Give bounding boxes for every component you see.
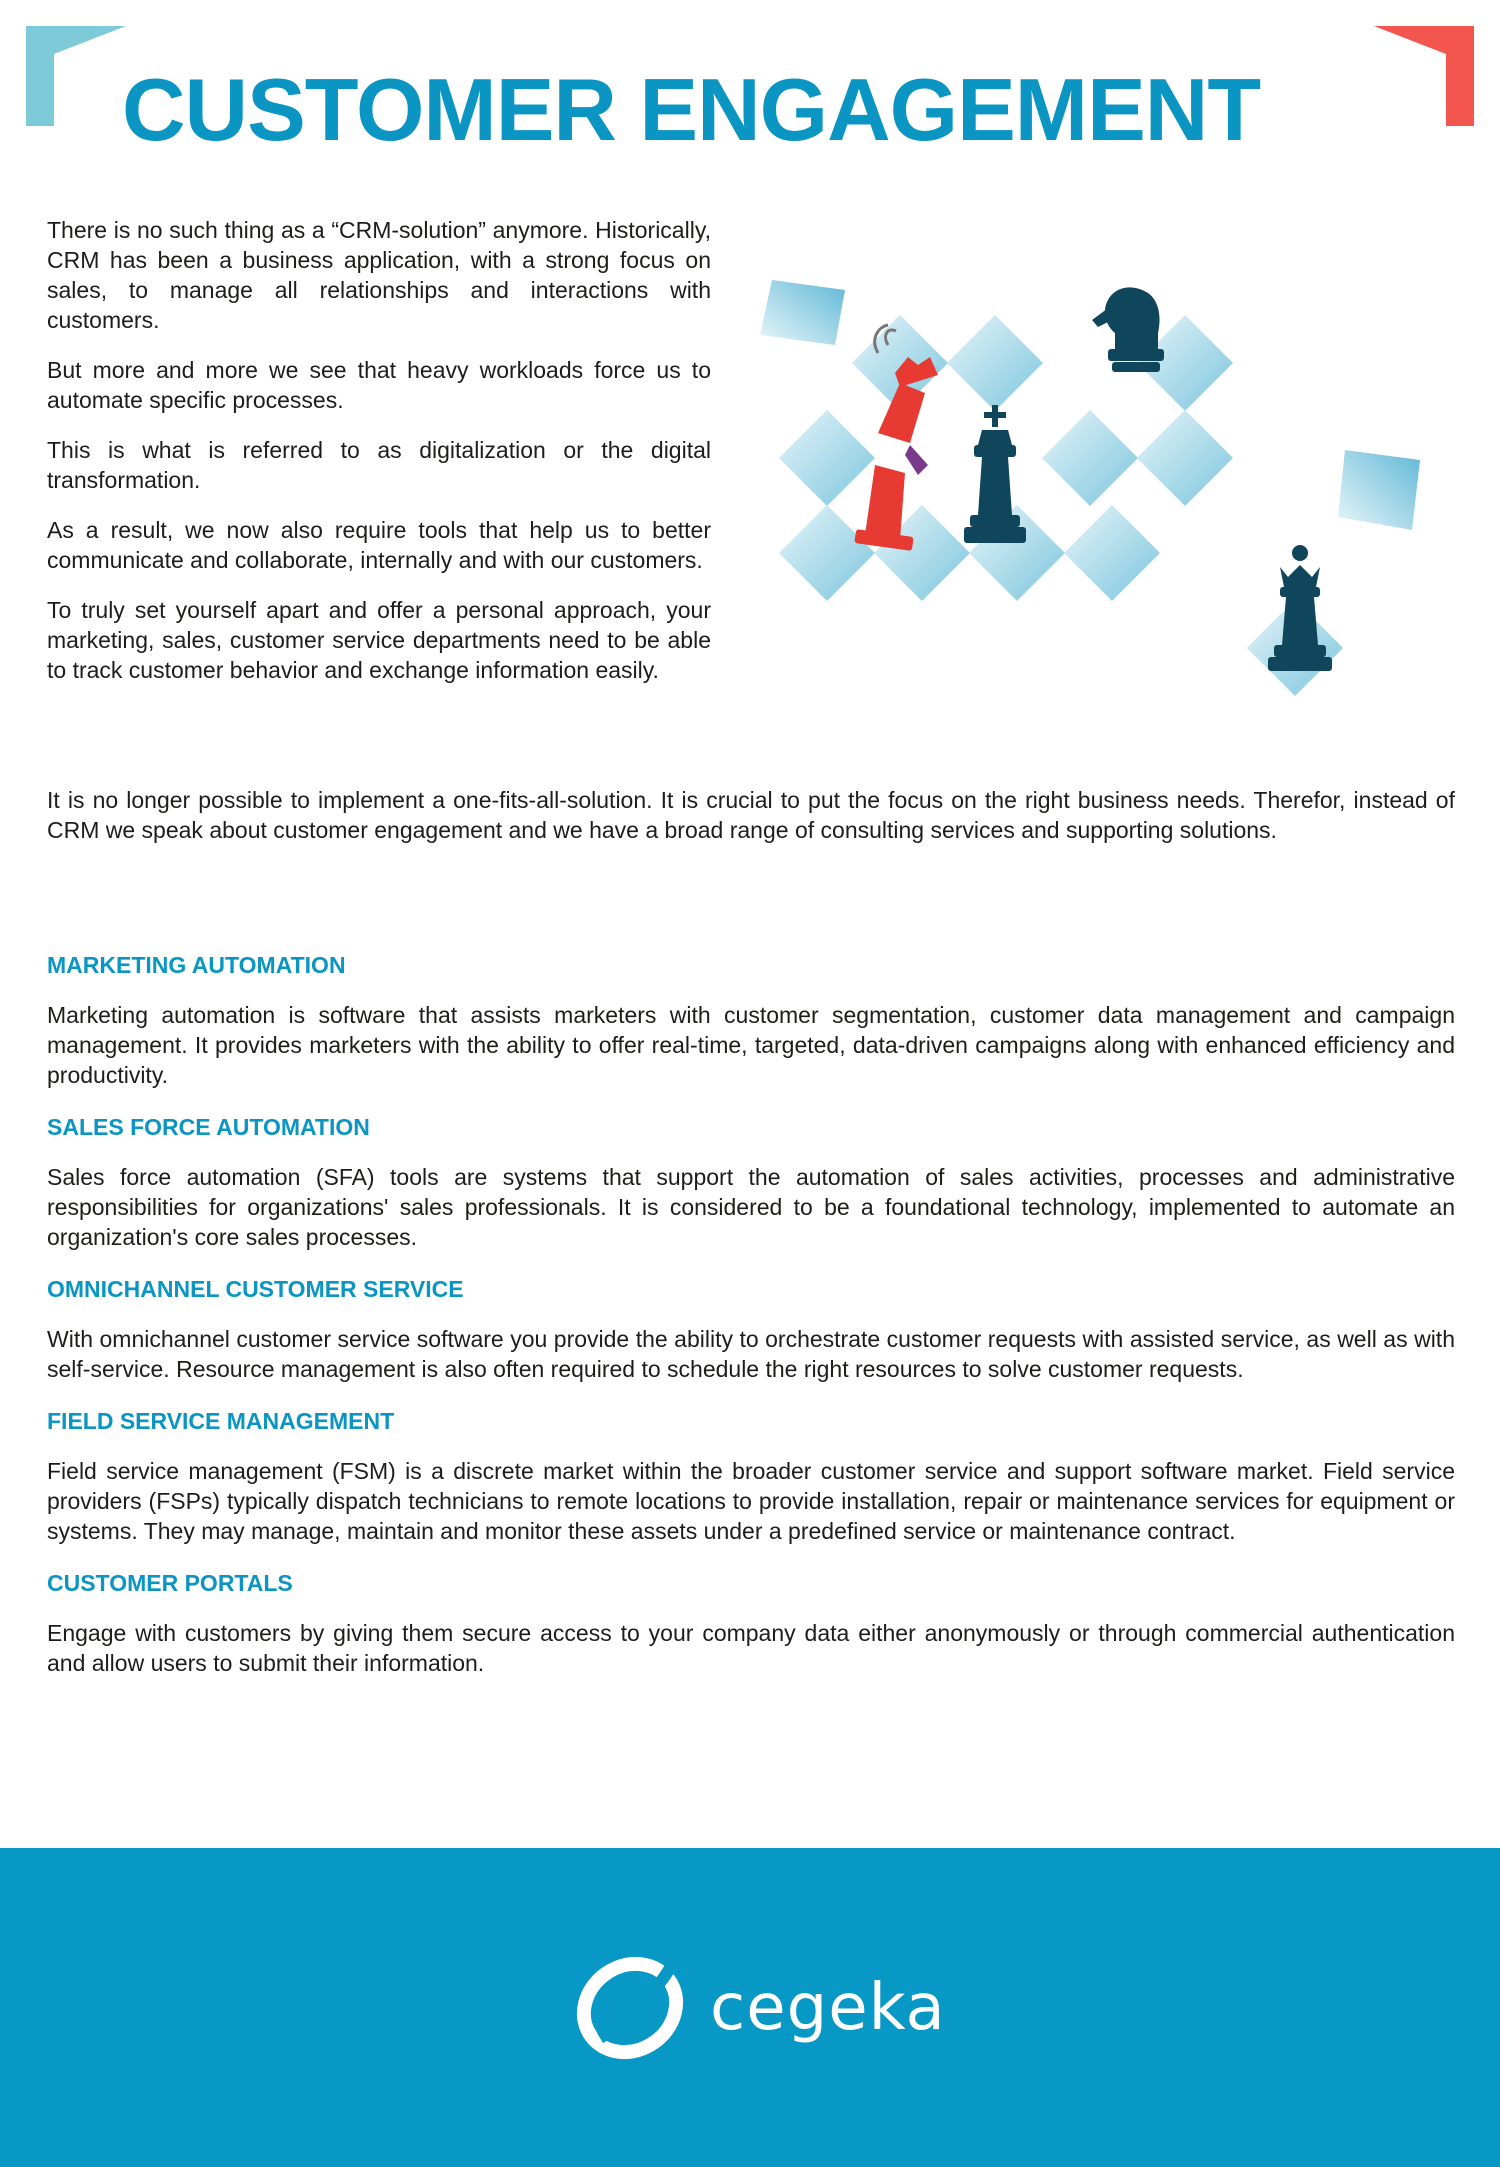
- intro-text: [47, 215, 711, 705]
- section-text: Marketing automation is software that assists marketers with customer segmentation, customer data management and campaign management. It provides marketers with the ability to offer real-time, targeted, data-driven campaigns along with enhanced efficiency and productivity.: [47, 1002, 1455, 1088]
- services-list: [47, 950, 1455, 1700]
- intro-paragraph: There is no such thing as a “CRM-solution” anymore. Historically, CRM has been a business application, with a strong focus on sales, to manage all relationships and interactions with customers.: [47, 217, 711, 333]
- section-title: OMNICHANNEL CUSTOMER SERVICE: [47, 1276, 464, 1302]
- intro-paragraph: This is what is referred to as digitalization or the digital transformation.: [47, 437, 711, 493]
- brand-name: cegeka: [710, 1971, 946, 2045]
- chess-queen-icon: [1268, 545, 1332, 671]
- section-omnichannel-customer-service: [47, 1274, 1455, 1384]
- summary-paragraph: It is no longer possible to implement a one-fits-all-solution. It is crucial to put the focus on the right business needs. Therefor, instead of CRM we speak about customer engagement and we have a broad range of consulting services and supporting solutions.: [47, 787, 1455, 843]
- chess-board: [760, 280, 1420, 696]
- chess-king-icon: [964, 405, 1026, 543]
- page-title: CUSTOMER ENGAGEMENT: [122, 60, 1261, 159]
- section-text: Engage with customers by giving them secure access to your company data either anonymously or through commercial authentication and allow users to submit their information.: [47, 1620, 1455, 1676]
- section-text: Field service management (FSM) is a discrete market within the broader customer service and support software market. Field service providers (FSPs) typically dispatch technicians to remote locations to provide installation, repair or maintenance services for equipment or systems. They may manage, maintain and monitor these assets under a predefined service or maintenance contract.: [47, 1458, 1455, 1544]
- section-title: FIELD SERVICE MANAGEMENT: [47, 1408, 395, 1434]
- chess-illustration: [760, 265, 1420, 725]
- cegeka-logo: [570, 1953, 946, 2063]
- section-title: MARKETING AUTOMATION: [47, 952, 346, 978]
- section-field-service-management: [47, 1406, 1455, 1546]
- section-marketing-automation: [47, 950, 1455, 1090]
- section-title: CUSTOMER PORTALS: [47, 1570, 293, 1596]
- intro-paragraph: To truly set yourself apart and offer a personal approach, your marketing, sales, customer service departments need to be able to track customer behavior and exchange information easily.: [47, 597, 711, 683]
- intro-paragraph: As a result, we now also require tools that help us to better communicate and collaborate, internally and with our customers.: [47, 517, 711, 573]
- section-sales-force-automation: [47, 1112, 1455, 1252]
- intro-paragraph: But more and more we see that heavy workloads force us to automate specific processes.: [47, 357, 711, 413]
- section-text: Sales force automation (SFA) tools are systems that support the automation of sales activities, processes and administrative responsibilities for organizations' sales professionals. It is considered to be a foundational technology, implemented to automate an organization's core sales processes.: [47, 1164, 1455, 1250]
- corner-decoration-right: [1374, 26, 1474, 126]
- section-text: With omnichannel customer service software you provide the ability to orchestrate customer requests with assisted service, as well as with self-service. Resource management is also often required to schedule the right resources to solve customer requests.: [47, 1326, 1455, 1382]
- section-customer-portals: [47, 1568, 1455, 1678]
- cegeka-logo-icon: [570, 1953, 690, 2063]
- section-title: SALES FORCE AUTOMATION: [47, 1114, 370, 1140]
- chess-knight-icon: [1092, 287, 1164, 372]
- footer-band: [0, 1848, 1500, 2167]
- corner-decoration-left: [26, 26, 126, 126]
